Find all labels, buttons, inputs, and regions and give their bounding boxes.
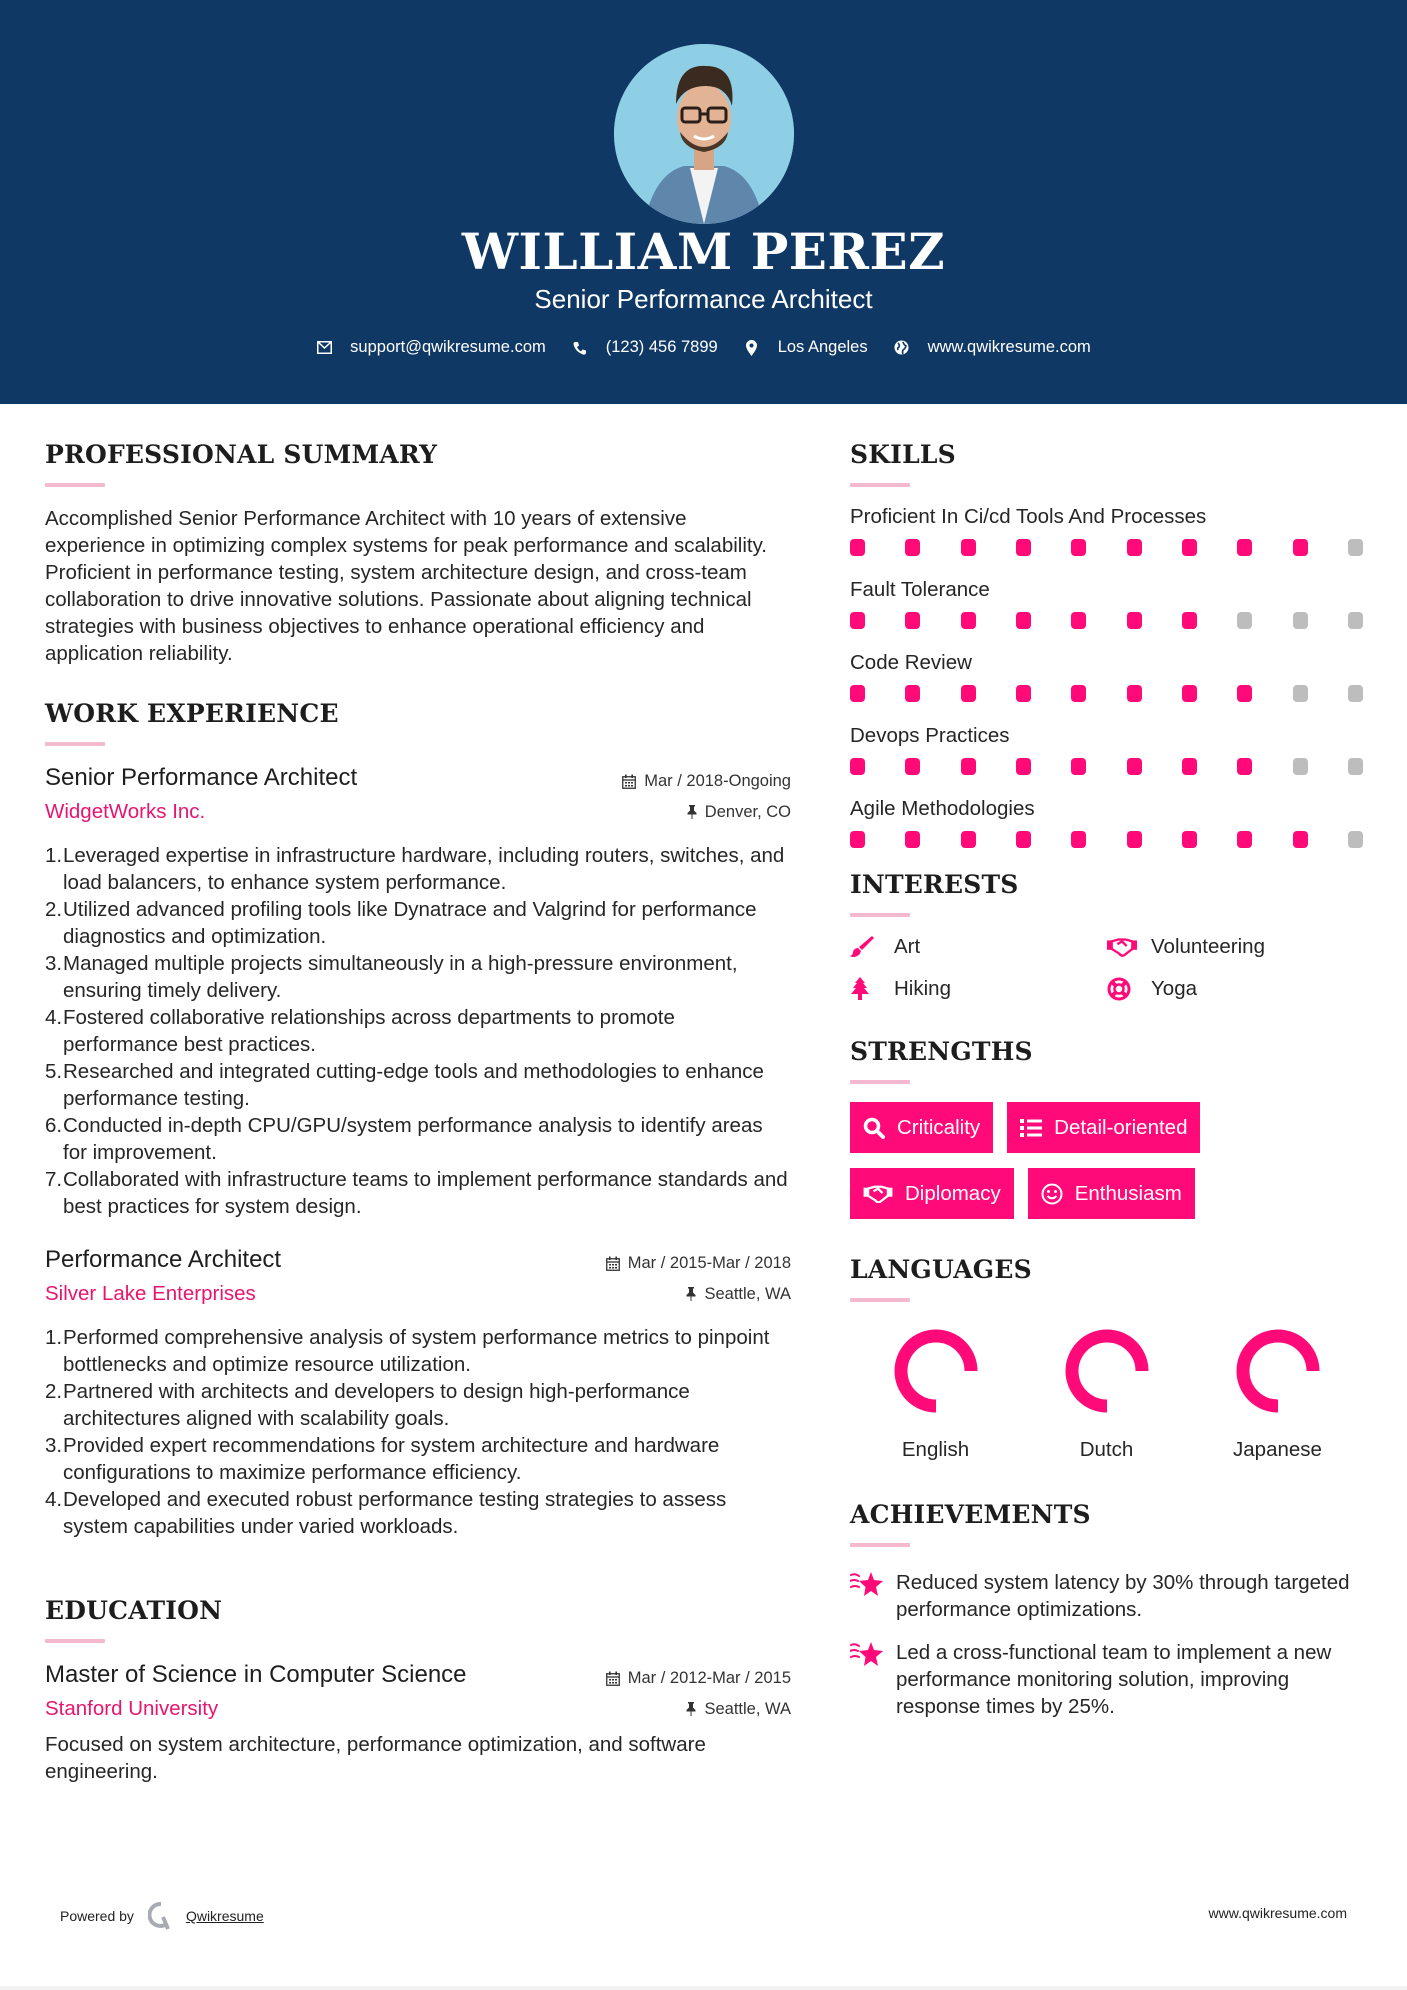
skills-section — [850, 440, 1365, 848]
strength-chip — [850, 1102, 993, 1153]
job-dates — [622, 772, 791, 791]
language-item — [1021, 1326, 1192, 1462]
contact-website[interactable] — [894, 338, 1091, 357]
shooting-star-icon — [850, 1569, 896, 1602]
candidate-title: Senior Performance Architect — [534, 284, 873, 314]
strengths-chips — [850, 1102, 1365, 1219]
footer-website[interactable]: www.qwikresume.com — [1208, 1905, 1347, 1921]
contact-phone-text: (123) 456 7899 — [605, 338, 718, 356]
skill-name: Proficient In Ci/cd Tools And Processes — [850, 505, 1207, 528]
tree-icon — [850, 977, 880, 1001]
job-dates-text: Mar / 2015-Mar / 2018 — [627, 1254, 791, 1272]
rating-dot-filled — [905, 685, 920, 702]
heading-underline — [850, 483, 910, 487]
heading-underline — [850, 913, 910, 917]
skills-list — [850, 505, 1365, 848]
language-item — [1192, 1326, 1363, 1462]
rating-dot-filled — [1182, 758, 1197, 775]
heading-underline — [45, 742, 105, 746]
achievement-item — [850, 1569, 1365, 1623]
job-entry — [45, 1246, 791, 1540]
rating-dot-empty — [1348, 831, 1363, 848]
achievement-item — [850, 1639, 1365, 1720]
skill-rating — [850, 831, 1363, 848]
interest-label: Art — [894, 935, 921, 958]
handshake-icon — [1107, 935, 1137, 959]
rating-dot-filled — [1071, 539, 1086, 556]
degree-title: Master of Science in Computer Science — [45, 1661, 467, 1688]
education-description: Focused on system architecture, performance optimization, and software engineering. — [45, 1733, 706, 1783]
strength-label: Diplomacy — [905, 1181, 1001, 1205]
achievement-text: Reduced system latency by 30% through targeted performance optimizations. — [896, 1571, 1350, 1621]
contact-email-text: support@qwikresume.com — [350, 338, 546, 356]
skill-name: Code Review — [850, 651, 972, 674]
list-icon — [1020, 1119, 1042, 1137]
heading-underline — [45, 483, 105, 487]
language-progress-ring — [891, 1326, 981, 1416]
company-name: WidgetWorks Inc. — [45, 800, 206, 823]
skill-name: Devops Practices — [850, 724, 1010, 747]
rating-dot-filled — [1237, 831, 1252, 848]
achievement-text: Led a cross-functional team to implement a new performance monitoring solution, improving response times by 25%. — [896, 1641, 1332, 1718]
language-item — [850, 1326, 1021, 1462]
rating-dot-filled — [1127, 831, 1142, 848]
rating-dot-filled — [1071, 831, 1086, 848]
phone-icon — [572, 340, 588, 356]
contact-website-text: www.qwikresume.com — [927, 338, 1091, 356]
rating-dot-filled — [1016, 612, 1031, 629]
language-progress-ring — [1062, 1326, 1152, 1416]
qwikresume-logo-icon — [148, 1902, 174, 1930]
job-location — [686, 1285, 791, 1304]
skills-heading: SKILLS — [850, 440, 956, 469]
job-bullets — [45, 1324, 791, 1540]
rating-dot-filled — [850, 685, 865, 702]
bullet-item: 6. Conducted in-depth CPU/GPU/system performance analysis to identify areas for improvement. — [45, 1114, 763, 1164]
rating-dot-filled — [961, 539, 976, 556]
rating-dot-filled — [1127, 685, 1142, 702]
pushpin-icon — [686, 1287, 696, 1301]
rating-dot-filled — [1016, 539, 1031, 556]
interests-heading: INTERESTS — [850, 870, 1019, 899]
page-bottom-edge — [0, 1986, 1407, 1990]
rating-dot-filled — [1127, 539, 1142, 556]
contact-location — [744, 338, 868, 357]
rating-dot-filled — [850, 539, 865, 556]
achievements-heading: ACHIEVEMENTS — [850, 1500, 1091, 1529]
skill-name: Agile Methodologies — [850, 797, 1035, 820]
rating-dot-filled — [905, 831, 920, 848]
bullet-item: 4. Developed and executed robust performance testing strategies to assess system capabilities under varied workloads. — [45, 1488, 727, 1538]
candidate-name: WILLIAM PEREZ — [461, 222, 946, 281]
rating-dot-filled — [961, 831, 976, 848]
smile-icon — [1041, 1183, 1063, 1205]
search-icon — [863, 1117, 885, 1139]
strength-chip — [1007, 1102, 1200, 1153]
rating-dot-filled — [1071, 685, 1086, 702]
skill-rating — [850, 612, 1363, 629]
pushpin-icon — [687, 805, 697, 819]
calendar-icon — [606, 1671, 620, 1686]
rating-dot-empty — [1348, 612, 1363, 629]
rating-dot-filled — [961, 612, 976, 629]
rating-dot-filled — [1016, 831, 1031, 848]
bullet-item: 1. Performed comprehensive analysis of system performance metrics to pinpoint bottlenecks and optimize resource utilization. — [45, 1326, 770, 1376]
rating-dot-filled — [1071, 758, 1086, 775]
language-label: Japanese — [1233, 1438, 1322, 1461]
rating-dot-filled — [1182, 612, 1197, 629]
rating-dot-filled — [961, 758, 976, 775]
interest-label: Hiking — [894, 977, 951, 1000]
job-title: Senior Performance Architect — [45, 764, 358, 791]
right-column — [850, 440, 1365, 1736]
heading-underline — [850, 1298, 910, 1302]
rating-dot-filled — [961, 685, 976, 702]
resume-header — [0, 0, 1407, 404]
languages-section — [850, 1255, 1365, 1462]
interest-item — [1107, 977, 1365, 1001]
experience-heading: WORK EXPERIENCE — [45, 699, 339, 728]
rating-dot-filled — [1182, 685, 1197, 702]
job-entry — [45, 764, 791, 1220]
globe-icon — [894, 340, 910, 356]
job-location — [687, 803, 791, 822]
interest-label: Yoga — [1151, 977, 1197, 1000]
bullet-item: 5. Researched and integrated cutting-edge tools and methodologies to enhance performance testing. — [45, 1060, 764, 1110]
education-section — [45, 1596, 791, 1785]
skill-rating — [850, 539, 1363, 556]
interest-item — [1107, 935, 1365, 959]
education-dates-text: Mar / 2012-Mar / 2015 — [627, 1669, 791, 1687]
strength-label: Detail-oriented — [1054, 1115, 1188, 1139]
achievements-section — [850, 1500, 1365, 1720]
rating-dot-empty — [1348, 685, 1363, 702]
footer-powered-by — [60, 1902, 264, 1930]
strength-chip — [1028, 1168, 1195, 1219]
languages-list — [850, 1326, 1365, 1462]
languages-heading: LANGUAGES — [850, 1255, 1032, 1284]
skill-rating — [850, 685, 1363, 702]
rating-dot-filled — [1016, 685, 1031, 702]
calendar-icon — [622, 774, 636, 789]
interests-grid — [850, 935, 1365, 1001]
rating-dot-filled — [1127, 612, 1142, 629]
calendar-icon — [606, 1256, 620, 1271]
rating-dot-filled — [905, 539, 920, 556]
job-dates-text: Mar / 2018-Ongoing — [644, 772, 791, 790]
education-heading: EDUCATION — [45, 1596, 223, 1625]
pushpin-icon — [686, 1702, 696, 1716]
handshake-icon — [863, 1185, 893, 1203]
bullet-item: 3. Provided expert recommendations for system architecture and hardware configurations to maximize performance efficiency. — [45, 1434, 720, 1484]
rating-dot-filled — [905, 612, 920, 629]
job-location-text: Denver, CO — [704, 802, 791, 821]
heading-underline — [850, 1543, 910, 1547]
education-location-text: Seattle, WA — [704, 1699, 791, 1718]
powered-by-text: Powered by — [60, 1908, 134, 1924]
rating-dot-filled — [850, 831, 865, 848]
contact-location-text: Los Angeles — [777, 338, 868, 356]
rating-dot-empty — [1293, 612, 1308, 629]
rating-dot-filled — [850, 612, 865, 629]
envelope-icon — [316, 340, 332, 356]
shooting-star-icon — [850, 1639, 896, 1672]
contact-bar — [0, 338, 1407, 357]
bullet-item: 7. Collaborated with infrastructure teams to implement performance standards and best practices for system design. — [45, 1168, 788, 1218]
interests-section — [850, 870, 1365, 1001]
rating-dot-filled — [1182, 539, 1197, 556]
rating-dot-filled — [1293, 831, 1308, 848]
strength-label: Enthusiasm — [1074, 1181, 1182, 1205]
experience-section — [45, 699, 791, 1540]
summary-text: Accomplished Senior Performance Architect with 10 years of extensive experience in optimizing complex systems for peak performance and scalability. Proficient in performance testing, system architecture design, and cross-team collaboration to drive innovative solutions. Passionate about aligning technical strategies with business objectives to enhance operational efficiency and application reliability. — [45, 507, 768, 665]
rating-dot-filled — [1237, 685, 1252, 702]
rating-dot-filled — [850, 758, 865, 775]
school-name: Stanford University — [45, 1697, 219, 1720]
rating-dot-empty — [1293, 758, 1308, 775]
language-label: Dutch — [1079, 1438, 1134, 1461]
contact-email[interactable] — [316, 338, 546, 357]
interest-item — [850, 935, 1107, 959]
qwikresume-link[interactable]: Qwikresume — [185, 1908, 264, 1924]
heading-underline — [850, 1080, 910, 1084]
strength-chip — [850, 1168, 1014, 1219]
language-progress-ring — [1233, 1326, 1323, 1416]
job-bullets — [45, 842, 791, 1220]
skill-name: Fault Tolerance — [850, 578, 990, 601]
heading-underline — [45, 1639, 105, 1643]
interest-item — [850, 977, 1107, 1001]
job-location-text: Seattle, WA — [704, 1284, 791, 1303]
job-dates — [606, 1254, 791, 1273]
paintbrush-icon — [850, 935, 880, 959]
bullet-item: 2. Utilized advanced profiling tools like Dynatrace and Valgrind for performance diagnostics and optimization. — [45, 898, 757, 948]
rating-dot-empty — [1348, 758, 1363, 775]
bullet-item: 4. Fostered collaborative relationships across departments to promote performance best practices. — [45, 1006, 675, 1056]
rating-dot-empty — [1237, 612, 1252, 629]
life-ring-icon — [1107, 977, 1137, 1001]
left-column — [45, 440, 791, 1785]
rating-dot-filled — [1237, 539, 1252, 556]
rating-dot-filled — [1071, 612, 1086, 629]
rating-dot-filled — [1293, 539, 1308, 556]
skill-rating — [850, 758, 1363, 775]
bullet-item: 3. Managed multiple projects simultaneously in a high-pressure environment, ensuring timely delivery. — [45, 952, 738, 1002]
profile-photo — [614, 44, 794, 224]
strengths-section — [850, 1037, 1365, 1219]
language-label: English — [901, 1438, 970, 1461]
rating-dot-empty — [1293, 685, 1308, 702]
rating-dot-filled — [905, 758, 920, 775]
job-title: Performance Architect — [45, 1246, 282, 1273]
strength-label: Criticality — [897, 1115, 981, 1139]
rating-dot-filled — [1237, 758, 1252, 775]
rating-dot-filled — [1127, 758, 1142, 775]
interest-label: Volunteering — [1151, 935, 1265, 958]
rating-dot-filled — [1016, 758, 1031, 775]
company-name: Silver Lake Enterprises — [45, 1282, 256, 1305]
avatar — [614, 44, 794, 224]
summary-heading: PROFESSIONAL SUMMARY — [45, 440, 438, 469]
rating-dot-empty — [1348, 539, 1363, 556]
bullet-item: 2. Partnered with architects and developers to design high-performance architectures aligned with scalability goals. — [45, 1380, 690, 1430]
education-location — [686, 1700, 791, 1719]
strengths-heading: STRENGTHS — [850, 1037, 1033, 1066]
rating-dot-filled — [1182, 831, 1197, 848]
education-dates — [606, 1669, 791, 1688]
summary-section — [45, 440, 791, 667]
map-pin-icon — [744, 340, 760, 356]
contact-phone[interactable] — [572, 338, 718, 357]
bullet-item: 1. Leveraged expertise in infrastructure hardware, including routers, switches, and load balancers, to enhance system performance. — [45, 844, 785, 894]
